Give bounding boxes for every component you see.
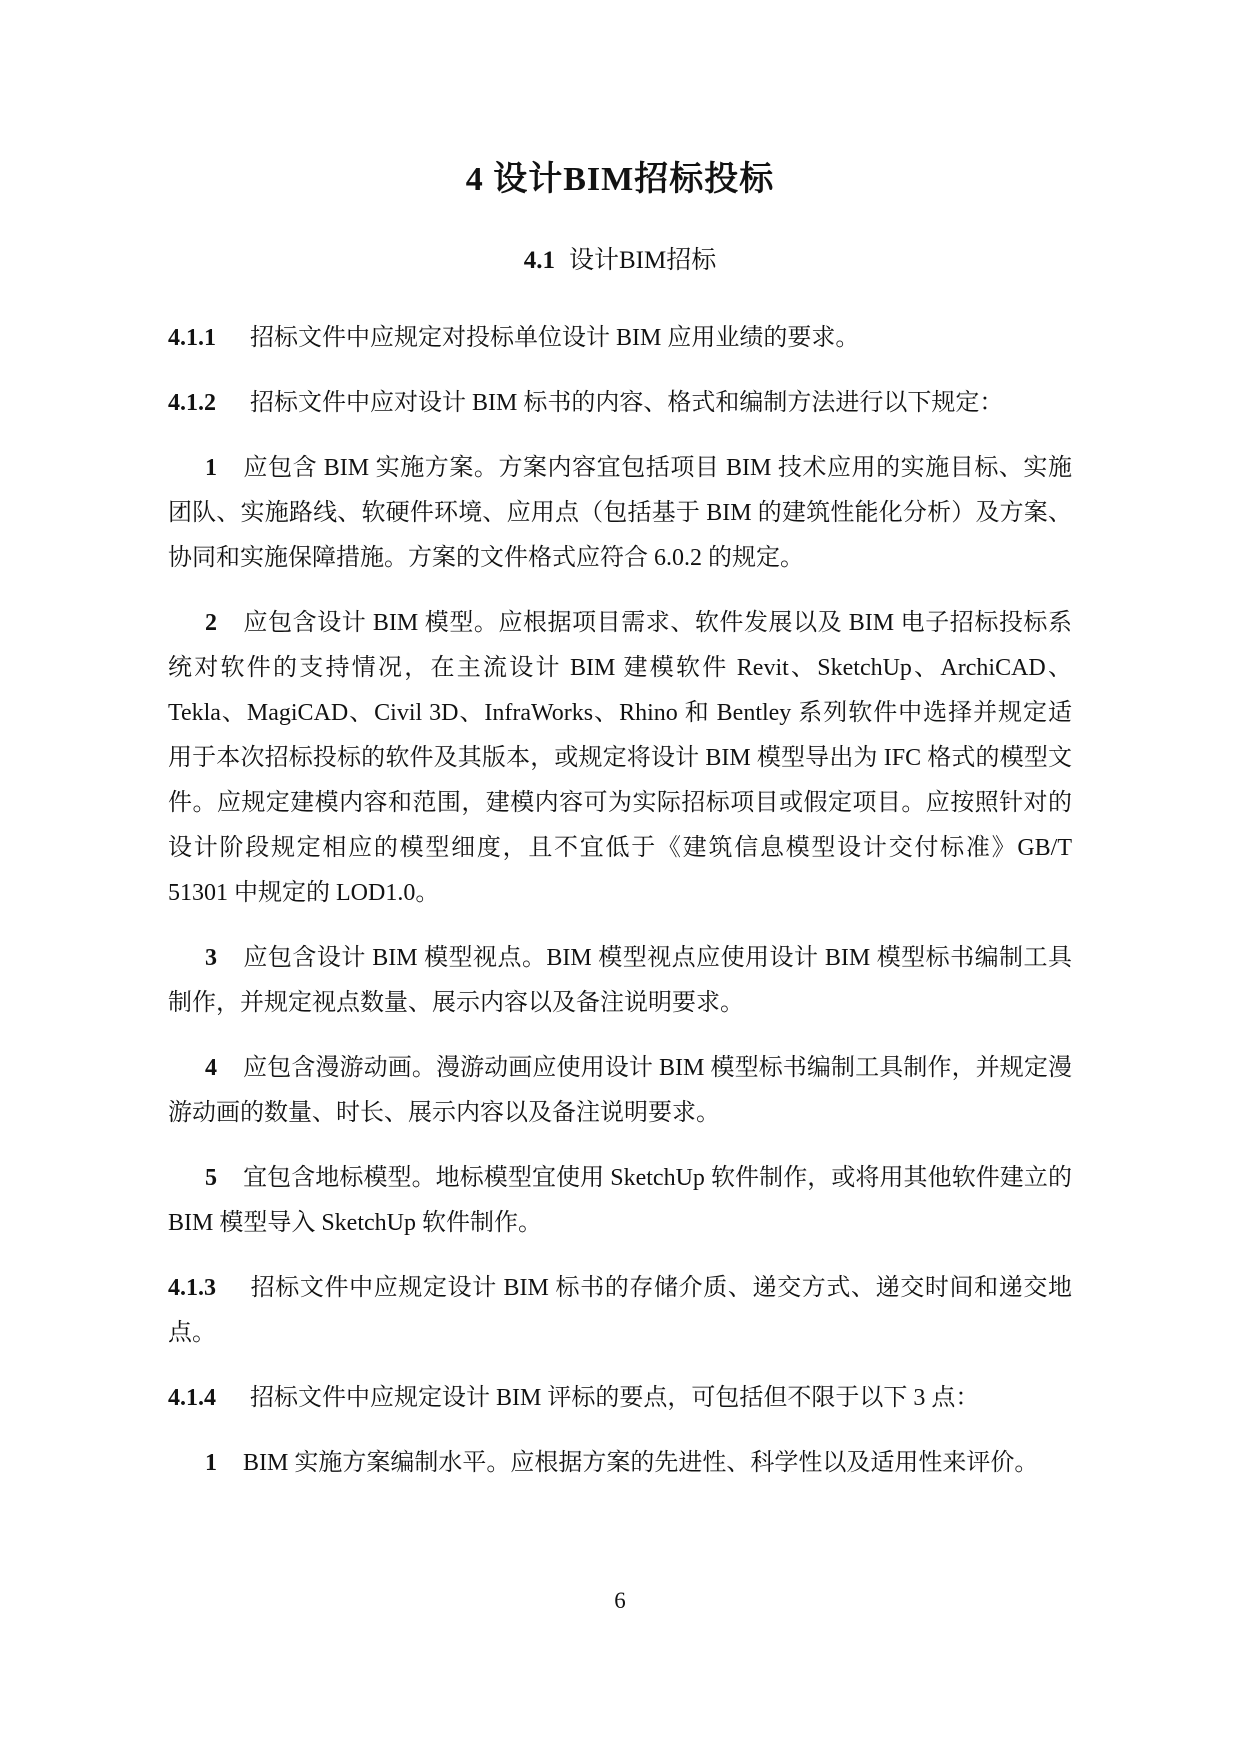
item-number: 1 — [205, 455, 217, 481]
item-text: 应包含设计 BIM 模型视点。BIM 模型视点应使用设计 BIM 模型标书编制工具制作，并规定视点数量、展示内容以及备注说明要求。 — [168, 945, 1072, 1016]
clause-number: 4.1.4 — [168, 1385, 216, 1411]
clause-number: 4.1.1 — [168, 325, 216, 351]
item-text: BIM 实施方案编制水平。应根据方案的先进性、科学性以及适用性来评价。 — [243, 1450, 1039, 1476]
item-paragraph-5 — [168, 1156, 1072, 1246]
clause-number: 4.1.3 — [168, 1275, 216, 1301]
item-number: 4 — [205, 1055, 217, 1081]
clause-paragraph-4-1-2 — [168, 381, 1072, 426]
item-text: 宜包含地标模型。地标模型宜使用 SketchUp 软件制作，或将用其他软件建立的 BIM 模型导入 SketchUp 软件制作。 — [168, 1165, 1072, 1236]
chapter-title: 4 设计BIM招标投标 — [465, 161, 775, 198]
item-paragraph-4 — [168, 1046, 1072, 1136]
item-paragraph-1 — [168, 446, 1072, 581]
clause-paragraph-4-1-4 — [168, 1376, 1072, 1421]
page-number: 6 — [614, 1588, 626, 1613]
item-number: 1 — [205, 1450, 217, 1476]
section-number: 4.1 — [523, 247, 555, 274]
item-paragraph-2 — [168, 601, 1072, 916]
section-heading — [168, 244, 1072, 278]
section-title-text: 设计BIM招标 — [569, 247, 717, 274]
clause-number: 4.1.2 — [168, 390, 216, 416]
item-number: 3 — [205, 945, 217, 971]
item-text: 应包含设计 BIM 模型。应根据项目需求、软件发展以及 BIM 电子招标投标系统对软件的支持情况，在主流设计 BIM 建模软件 Revit、SketchUp、ArchiCAD、Tekla、MagiCAD、Civil 3D、InfraWorks、Rhino 和 Bentley 系列软件中选择并规定适用于本次招标投标的软件及其版本，或规定将设计 BIM 模型导出为 IFC 格式的模型文件。应规定建模内容和范围，建模内容可为实际招标项目或假定项目。应按照针对的设计阶段规定相应的模型细度，且不宜低于《建筑信息模型设计交付标准》GB/T 51301 中规定的 LOD1.0。 — [168, 610, 1072, 906]
item-number: 5 — [205, 1165, 217, 1191]
clause-text: 招标文件中应规定设计 BIM 标书的存储介质、递交方式、递交时间和递交地点。 — [168, 1275, 1072, 1346]
clause-text: 招标文件中应规定设计 BIM 评标的要点，可包括但不限于以下 3 点： — [250, 1385, 980, 1411]
document-body — [168, 316, 1072, 1486]
item-text: 应包含 BIM 实施方案。方案内容宜包括项目 BIM 技术应用的实施目标、实施团队、实施路线、软硬件环境、应用点（包括基于 BIM 的建筑性能化分析）及方案、协同和实施保障措施。方案的文件格式应符合 6.0.2 的规定。 — [168, 455, 1072, 571]
item-paragraph-3 — [168, 936, 1072, 1026]
item-number: 2 — [205, 610, 217, 636]
clause-paragraph-4-1-1 — [168, 316, 1072, 361]
item-paragraph-1b — [168, 1441, 1072, 1486]
clause-text: 招标文件中应规定对投标单位设计 BIM 应用业绩的要求。 — [250, 325, 860, 351]
item-text: 应包含漫游动画。漫游动画应使用设计 BIM 模型标书编制工具制作，并规定漫游动画的数量、时长、展示内容以及备注说明要求。 — [168, 1055, 1072, 1126]
clause-paragraph-4-1-3 — [168, 1266, 1072, 1356]
clause-text: 招标文件中应对设计 BIM 标书的内容、格式和编制方法进行以下规定： — [250, 390, 1004, 416]
